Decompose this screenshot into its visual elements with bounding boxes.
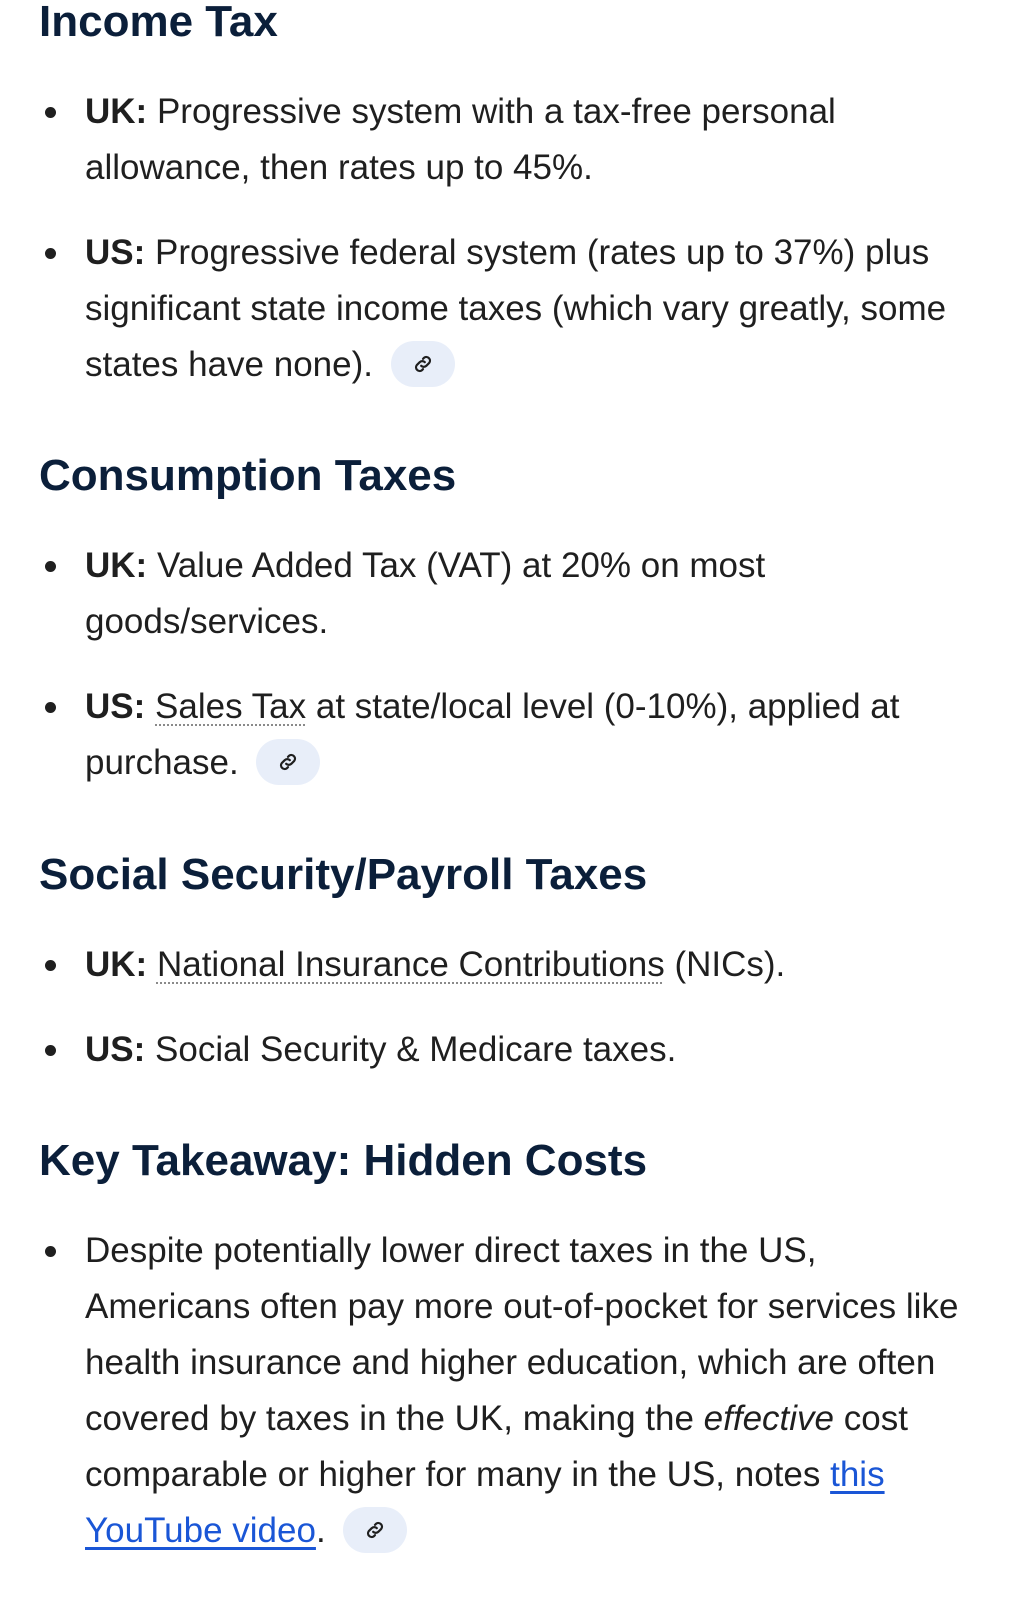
item-text: Value Added Tax (VAT) at 20% on most goods/services. [85, 546, 766, 641]
term-national-insurance[interactable]: National Insurance Contributions [156, 945, 665, 984]
item-text: . [315, 1511, 326, 1550]
link-icon [277, 751, 299, 773]
item-text: Progressive federal system (rates up to 37%) plus significant state income taxes (which vary greatly, some states have none). [85, 233, 947, 384]
heading-income-tax: Income Tax [39, 0, 278, 46]
list-item [0, 679, 965, 791]
heading-social-security: Social Security/Payroll Taxes [39, 850, 648, 899]
item-text: Despite potentially lower direct taxes in the US, Americans often pay more out-of-pocket for services like health insurance and higher education, which are often covered by taxes in the UK, making the [85, 1231, 959, 1438]
country-label: US: [85, 687, 146, 726]
list-item [0, 225, 965, 393]
country-label: UK: [85, 945, 148, 984]
country-label: UK: [85, 92, 148, 131]
emphasis-text: effective [703, 1399, 835, 1438]
item-text: Progressive system with a tax-free personal allowance, then rates up to 45%. [85, 92, 836, 187]
item-text: (NICs). [664, 945, 786, 984]
link-icon [412, 353, 434, 375]
consumption-taxes-list [0, 538, 1000, 820]
source-link-chip[interactable] [343, 1507, 407, 1553]
term-sales-tax[interactable]: Sales Tax [155, 687, 307, 726]
heading-key-takeaway: Key Takeaway: Hidden Costs [39, 1136, 648, 1185]
list-item [0, 538, 965, 650]
item-text: at state/local level (0-10%), applied at purchase. [85, 687, 900, 782]
country-label: UK: [85, 546, 148, 585]
source-link-chip[interactable] [256, 739, 320, 785]
country-label: US: [85, 233, 146, 272]
social-security-list [0, 937, 1000, 1107]
key-takeaway-list [0, 1223, 1000, 1588]
list-item [0, 1022, 965, 1078]
income-tax-list [0, 84, 1000, 422]
list-item [0, 937, 965, 993]
item-text: Social Security & Medicare taxes. [145, 1030, 677, 1069]
youtube-video-link[interactable]: this YouTube video [85, 1455, 885, 1550]
heading-consumption-taxes: Consumption Taxes [39, 451, 457, 500]
link-icon [364, 1519, 386, 1541]
country-label: US: [85, 1030, 146, 1069]
list-item [0, 1223, 965, 1559]
item-text: cost comparable or higher for many in the US, notes [85, 1399, 908, 1494]
source-link-chip[interactable] [391, 341, 455, 387]
list-item [0, 84, 965, 196]
